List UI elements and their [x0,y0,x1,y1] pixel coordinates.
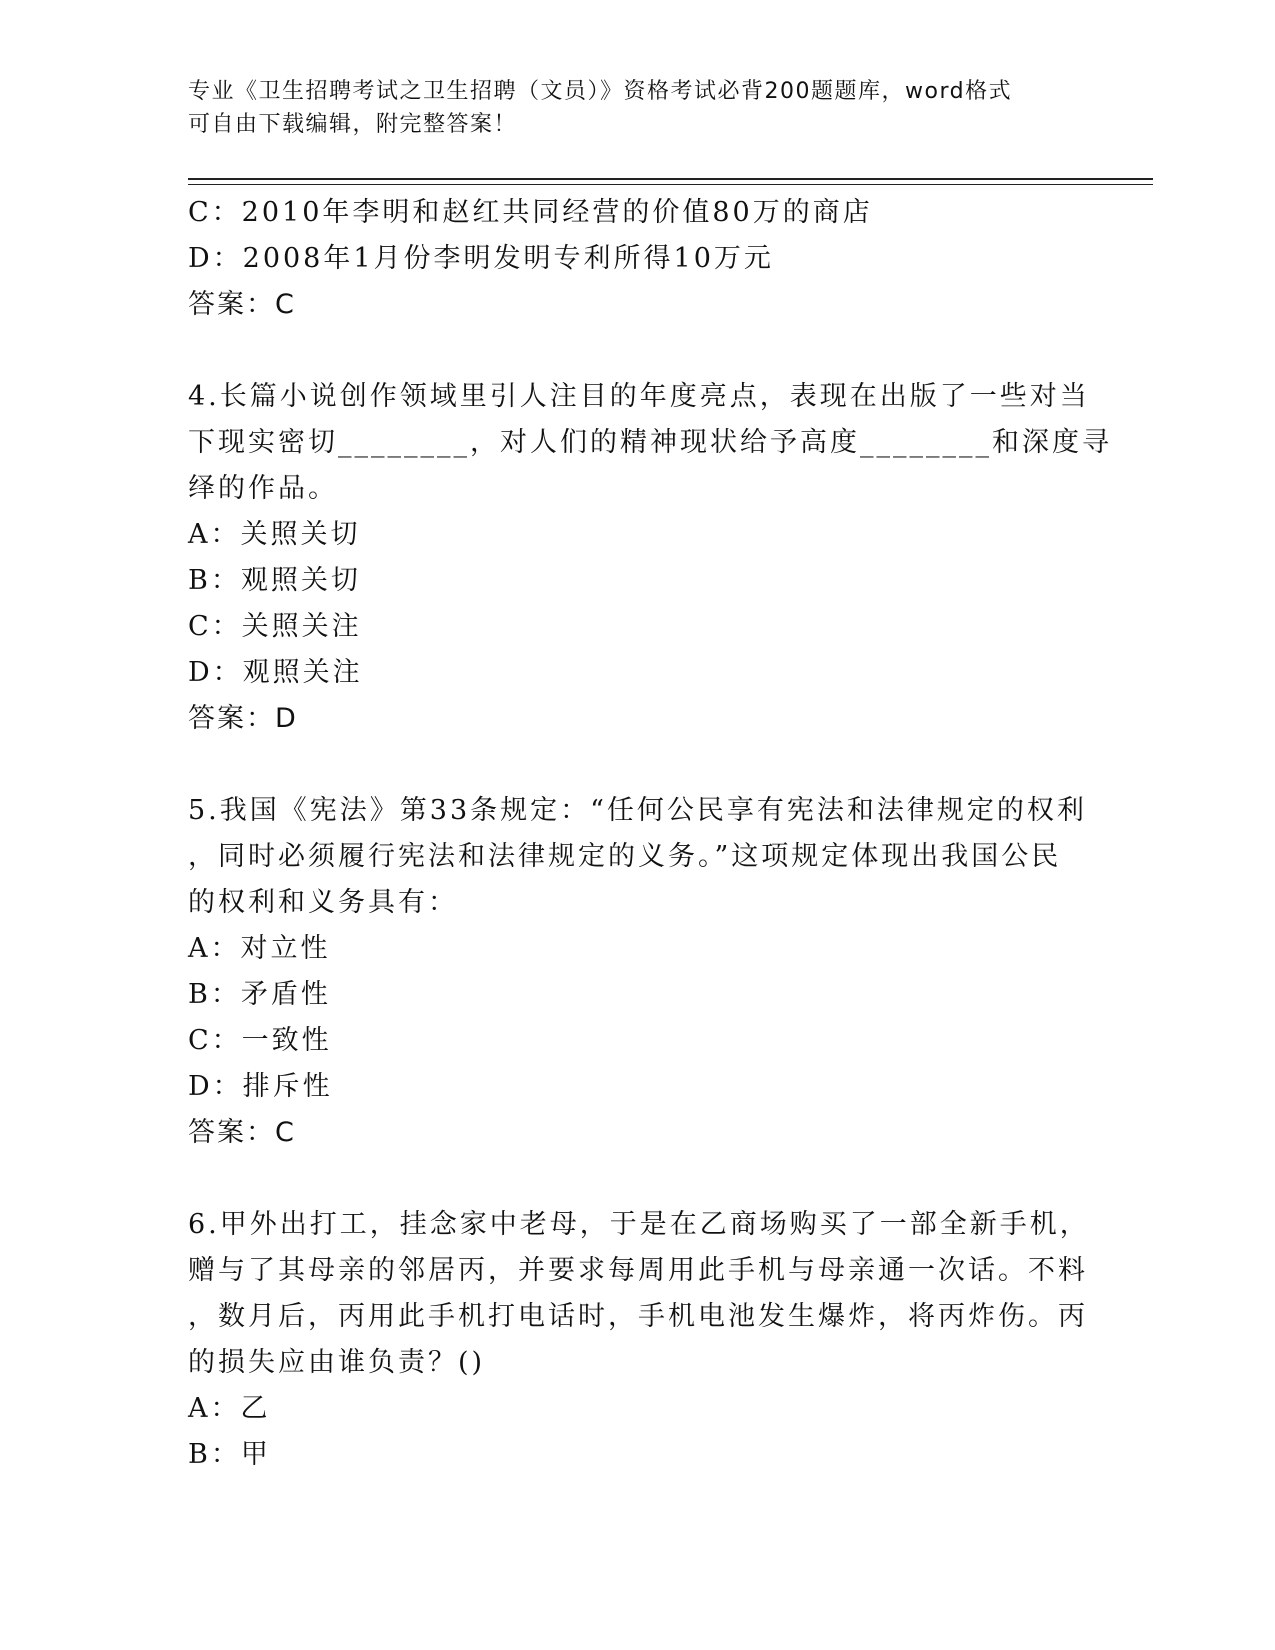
question-6 [188,1202,1088,1478]
question-content [188,190,1112,1478]
question-stem-line: ，同时必须履行宪法和法律规定的义务。”这项规定体现出我国公民 [188,841,1062,872]
header-line-2: 可自由下载编辑，附完整答案！ [188,112,518,137]
option-c: C：2010年李明和赵红共同经营的价值80万的商店 [188,197,873,228]
option-a: A：乙 [188,1393,271,1424]
option-c: C：一致性 [188,1025,332,1056]
answer-line: 答案：C [188,1117,296,1148]
answer-line: 答案：D [188,703,298,734]
option-d: D：排斥性 [188,1071,333,1102]
header-line-1: 专业《卫生招聘考试之卫生招聘（文员）》资格考试必背200题题库，word格式 [188,79,1013,104]
question-stem-line: 4.长篇小说创作领域里引人注目的年度亮点，表现在出版了一些对当 [188,381,1090,412]
question-stem-line: 5.我国《宪法》第33条规定：“任何公民享有宪法和法律规定的权利 [188,795,1087,826]
option-a: A：关照关切 [188,519,361,550]
question-3 [188,190,1088,328]
question-stem-line: 赠与了其母亲的邻居丙，并要求每周用此手机与母亲通一次话。不料 [188,1255,1088,1286]
question-stem-line: 6.甲外出打工，挂念家中老母，于是在乙商场购买了一部全新手机， [188,1209,1090,1240]
header-divider-thick [188,178,1153,180]
question-stem-line: 的损失应由谁负责？() [188,1347,486,1378]
option-a: A：对立性 [188,933,331,964]
question-stem-line: 下现实密切________，对人们的精神现状给予高度________和深度寻 [188,427,1112,458]
question-stem-line: 的权利和义务具有： [188,887,458,918]
question-stem-line: ，数月后，丙用此手机打电话时，手机电池发生爆炸，将丙炸伤。丙 [188,1301,1088,1332]
spacer [188,328,1088,374]
option-d: D：2008年1月份李明发明专利所得10万元 [188,243,774,274]
option-d: D：观照关注 [188,657,363,688]
option-b: B：观照关切 [188,565,361,596]
document-header [188,75,1088,141]
header-divider-thin [188,184,1153,185]
option-b: B：矛盾性 [188,979,331,1010]
question-stem-line: 绎的作品。 [188,473,338,504]
option-c: C：关照关注 [188,611,362,642]
answer-line: 答案：C [188,289,296,320]
option-b: B：甲 [188,1439,271,1470]
question-4 [188,374,1112,742]
spacer [188,742,1088,788]
question-5 [188,788,1088,1156]
spacer [188,1156,1088,1202]
